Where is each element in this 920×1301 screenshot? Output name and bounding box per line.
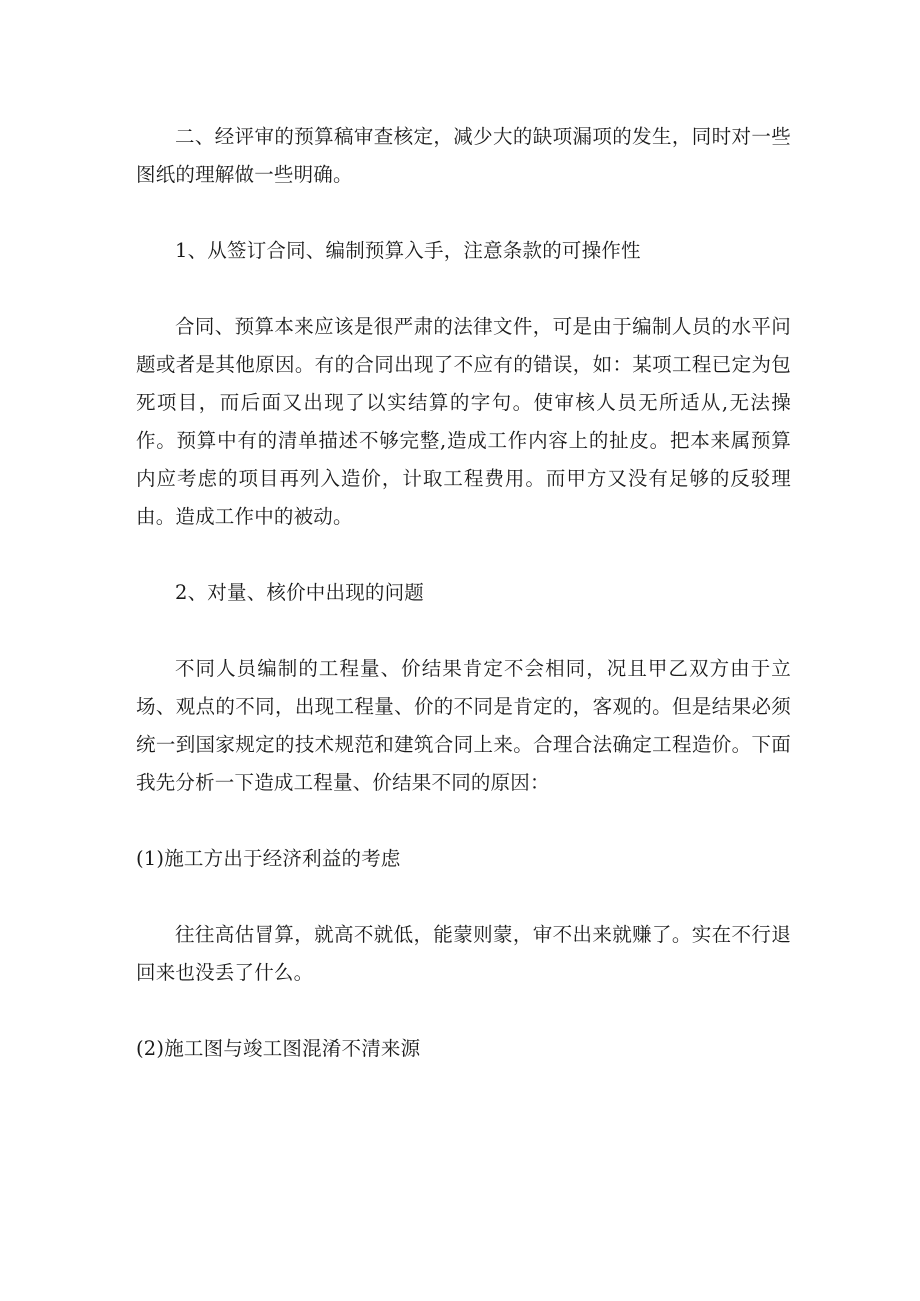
paragraph-quantity-differences: 不同人员编制的工程量、价结果肯定不会相同，况且甲乙双方由于立场、观点的不同，出现工程量、价的不同是肯定的，客观的。但是结果必须统一到国家规定的技术规范和建筑合同上来。合理合法确定工程造价。下面我先分析一下造成工程量、价结果不同的原因： [136,657,791,794]
paragraph-gap [136,878,791,916]
paragraph-overestimation: 往往高估冒算，就高不就低，能蒙则蒙，审不出来就赚了。实在不行退回来也没丢了什么。 [136,923,791,984]
subheading-economic-interest: (1)施工方出于经济利益的考虑 [136,847,401,870]
paragraph-gap [136,270,791,308]
paragraph-gap [136,536,791,574]
section-heading-contract: 1、从签订合同、编制预算入手，注意条款的可操作性 [175,239,641,262]
paragraph-gap [136,992,791,1030]
paragraph-budget-review: 二、经评审的预算稿审查核定，减少大的缺项漏项的发生，同时对一些图纸的理解做一些明确。 [136,125,791,186]
subheading-drawings-confusion: (2)施工图与竣工图混淆不清来源 [136,1037,421,1060]
paragraph-contract-issues: 合同、预算本来应该是很严肃的法律文件，可是由于编制人员的水平问题或者是其他原因。有的合同出现了不应有的错误，如：某项工程已定为包死项目，而后面又出现了以实结算的字句。使审核人员无所适从,无法操作。预算中有的清单描述不够完整,造成工作内容上的扯皮。把本来属预算内应考虑的项目再列入造价，计取工程费用。而甲方又没有足够的反驳理由。造成工作中的被动。 [136,315,791,528]
document-body [136,118,791,1068]
paragraph-gap [136,802,791,840]
paragraph-gap [136,194,791,232]
paragraph-gap [136,612,791,650]
section-heading-quantity-price: 2、对量、核价中出现的问题 [175,581,425,604]
